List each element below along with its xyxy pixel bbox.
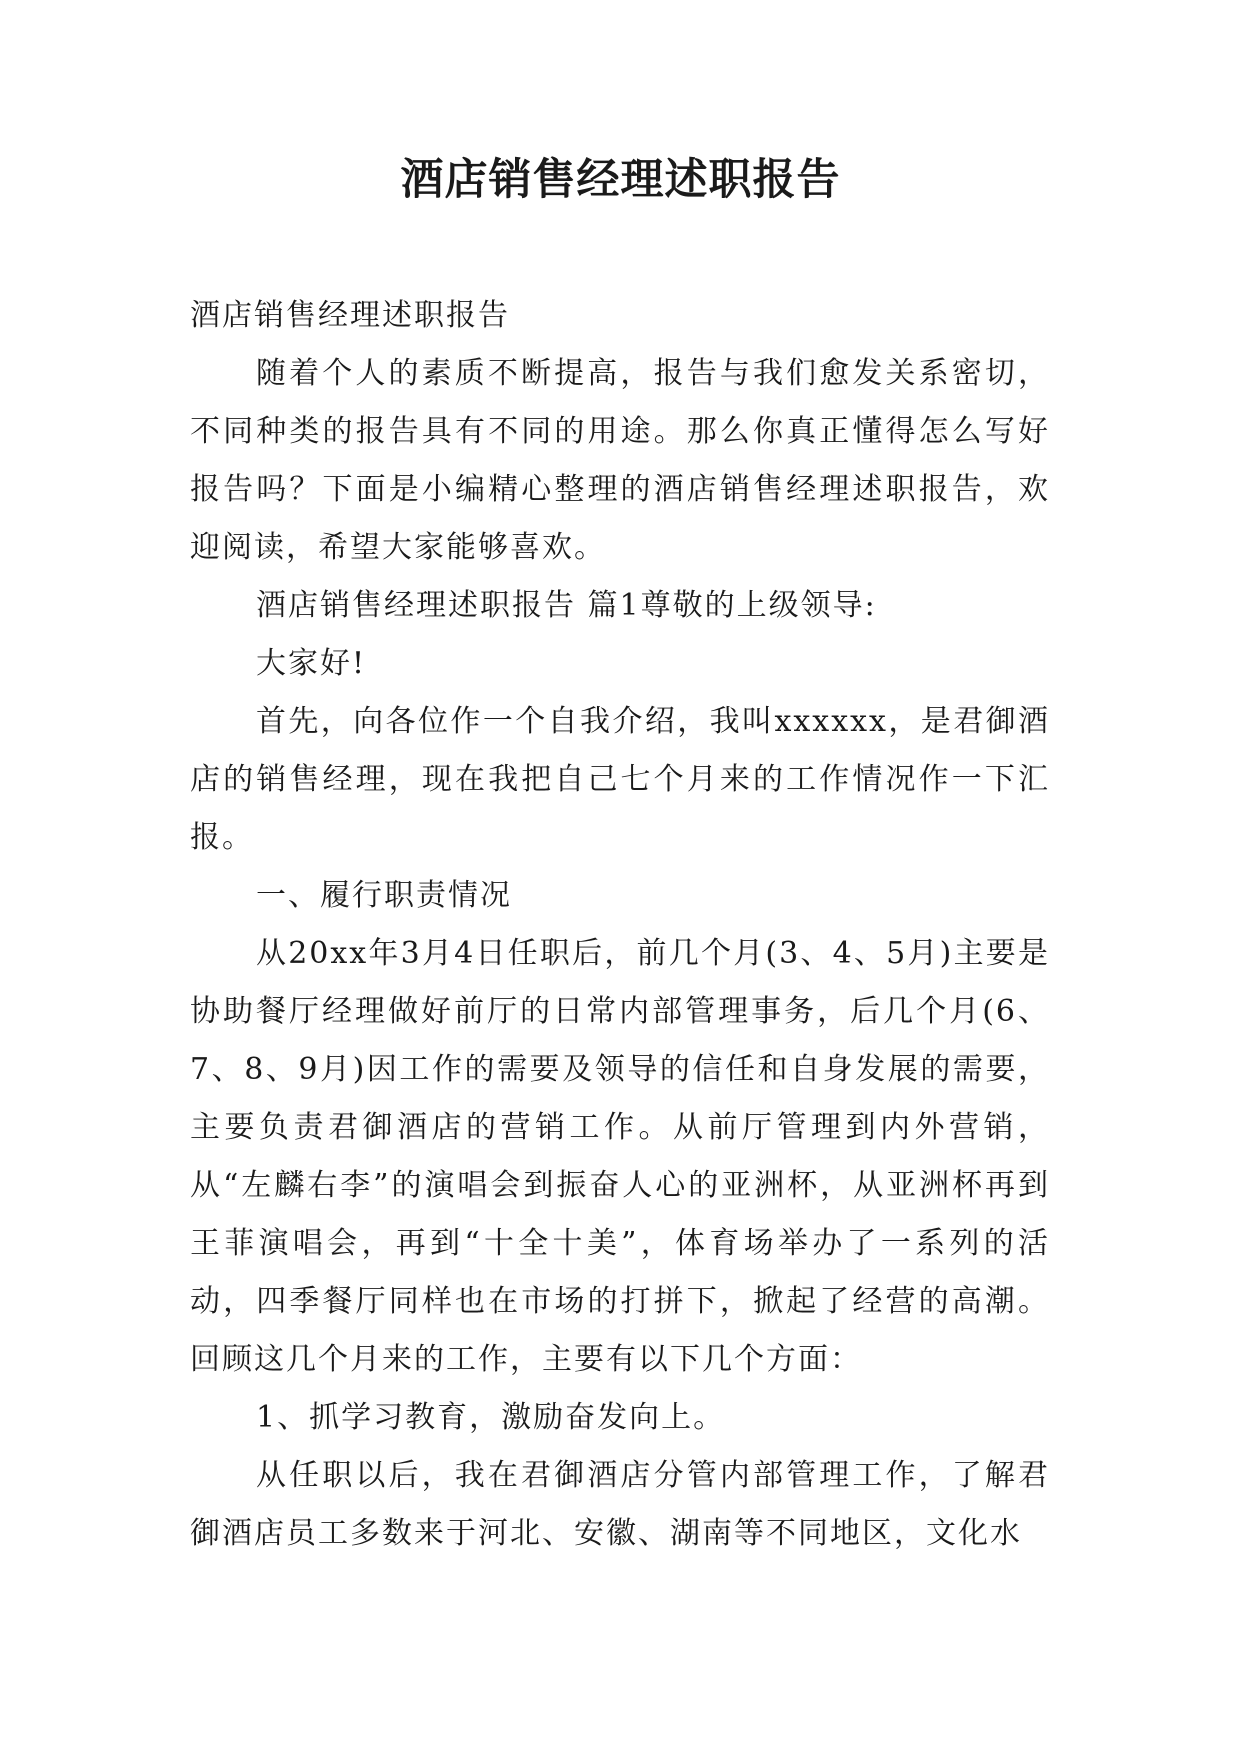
paragraph: 一、履行职责情况 [256,878,512,913]
paragraph: 酒店销售经理述职报告 [190,298,510,333]
paragraph: 酒店销售经理述职报告 篇1尊敬的上级领导: [256,588,877,623]
paragraph: 从20xx年3月4日任职后，前几个月(3、4、5月)主要是协助餐厅经理做好前厅的日常内部管理事务，后几个月(6、7、8、9月)因工作的需要及领导的信任和自身发展的需要，主要负责君御酒店的营销工作。从前厅管理到内外营销，从“左麟右李”的演唱会到振奋人心的亚洲杯，从亚洲杯再到王菲演唱会，再到“十全十美”，体育场举办了一系列的活动，四季餐厅同样也在市场的打拼下，掀起了经营的高潮。回顾这几个月来的工作，主要有以下几个方面： [190,936,1050,1377]
paragraph: 随着个人的素质不断提高，报告与我们愈发关系密切，不同种类的报告具有不同的用途。那么你真正懂得怎么写好报告吗？下面是小编精心整理的酒店销售经理述职报告，欢迎阅读，希望大家能够喜欢。 [190,356,1050,565]
paragraph: 首先，向各位作一个自我介绍，我叫xxxxxx，是君御酒店的销售经理，现在我把自己七个月来的工作情况作一下汇报。 [190,704,1050,855]
document-title: 酒店销售经理述职报告 [400,155,841,205]
paragraph: 1、抓学习教育，激励奋发向上。 [256,1400,726,1435]
paragraph: 大家好! [256,646,367,681]
document-body [190,287,1050,1563]
paragraph: 从任职以后，我在君御酒店分管内部管理工作，了解君御酒店员工多数来于河北、安徽、湖南等不同地区，文化水 [190,1458,1050,1551]
